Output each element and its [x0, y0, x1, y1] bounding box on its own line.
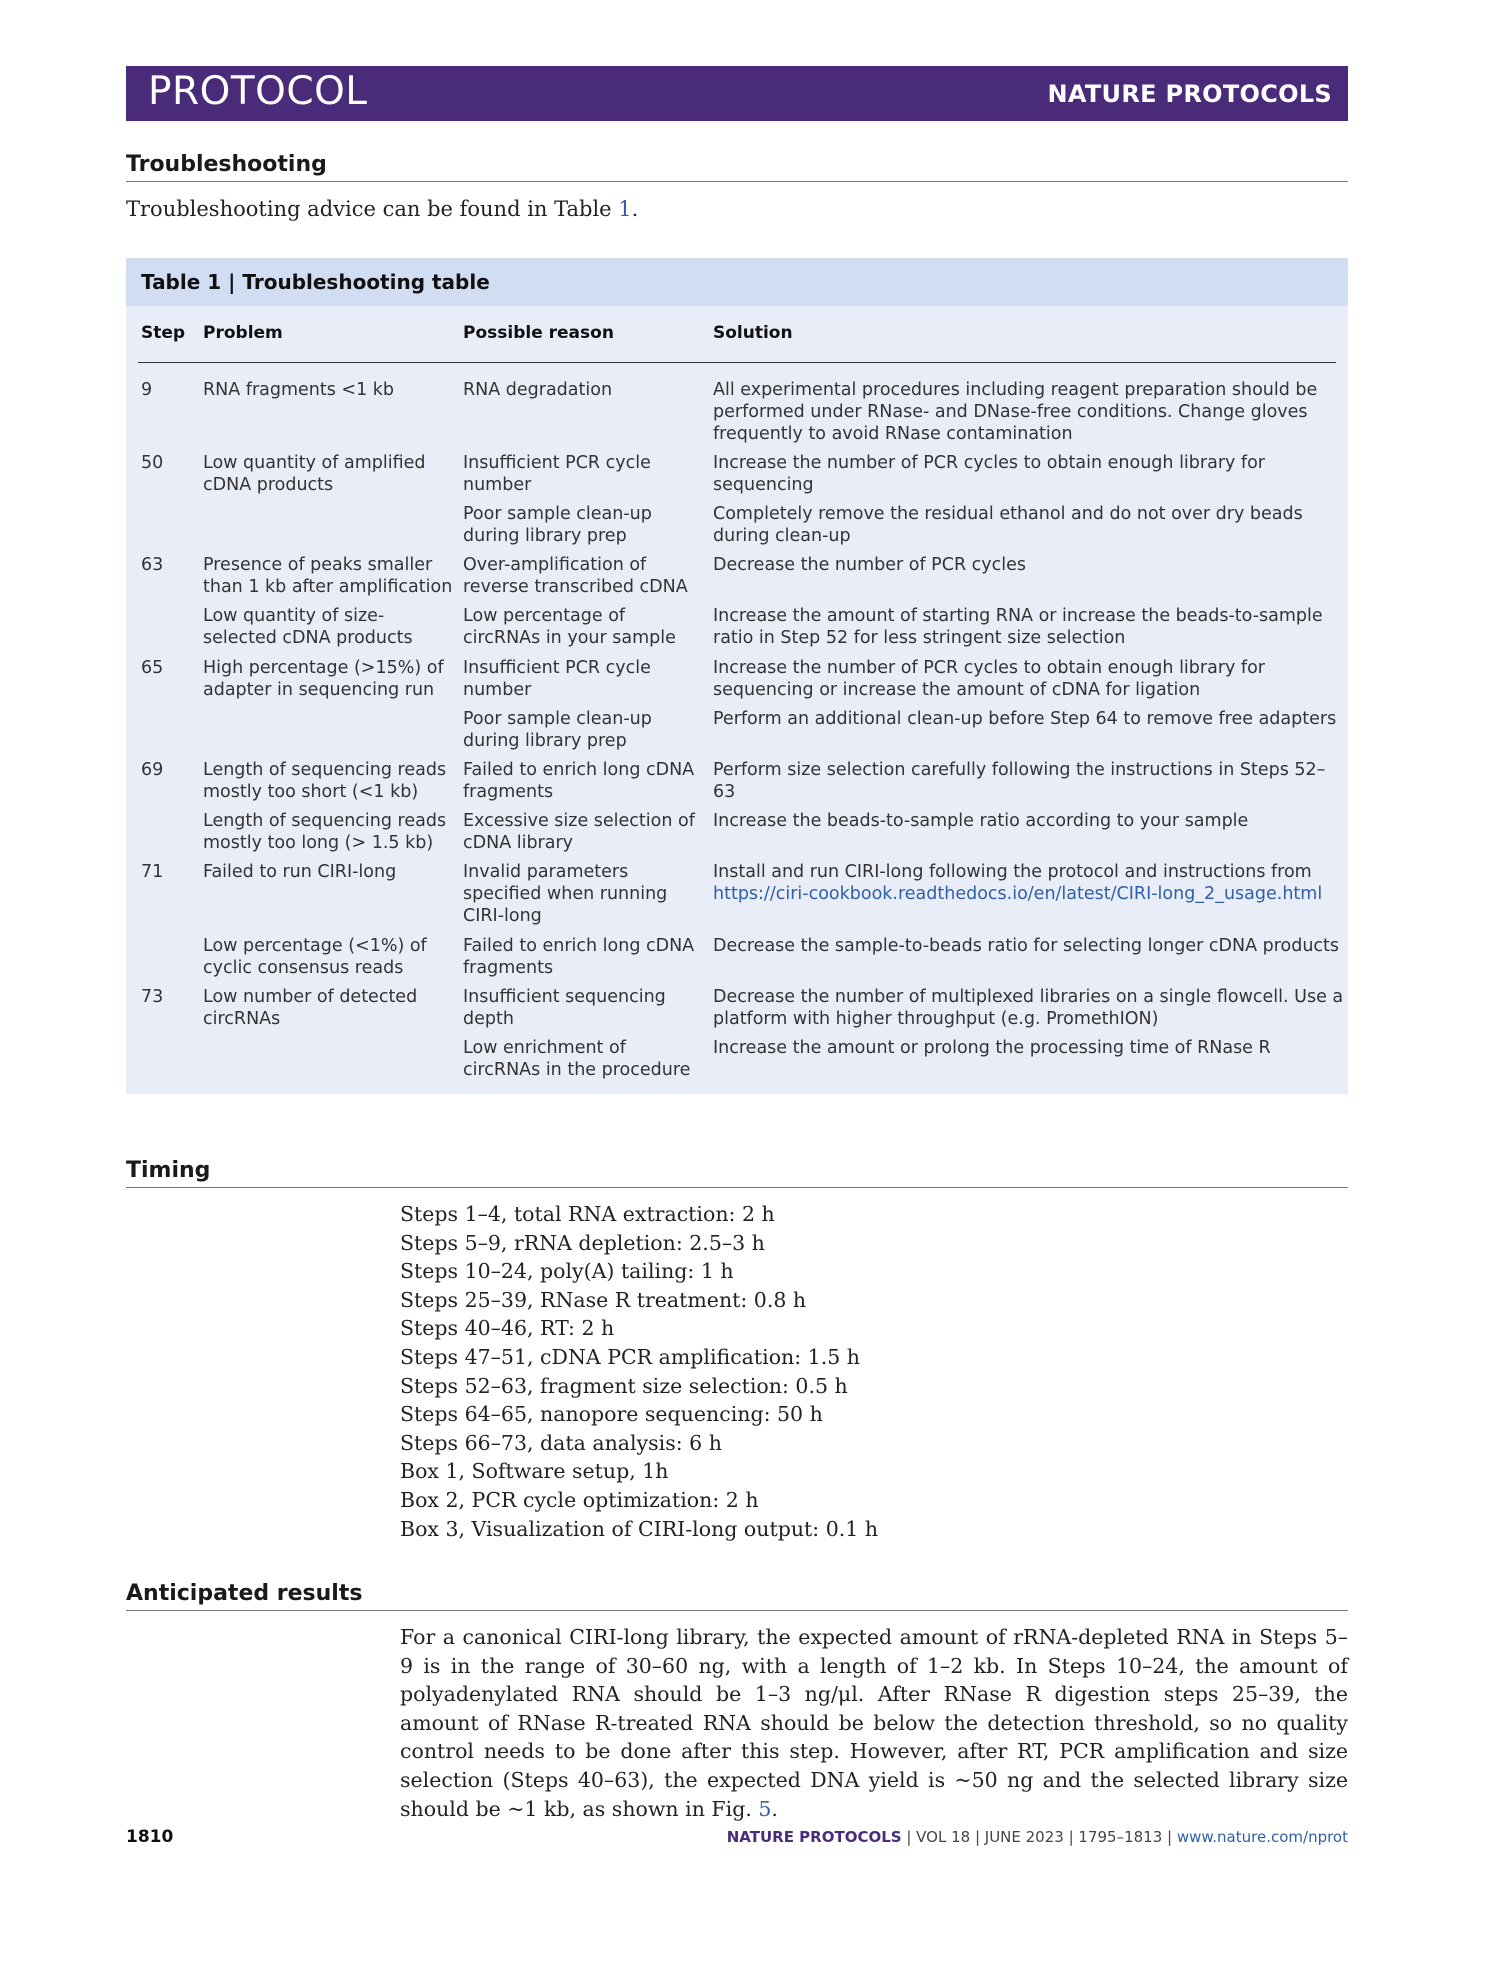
intro-end: . [631, 197, 639, 221]
header-solution: Solution [713, 323, 793, 343]
table-cell-solution: Increase the number of PCR cycles to obtain enough library for sequencing or increase the amount of cDNA for ligation [713, 658, 1265, 700]
table-cell-reason: Failed to enrich long cDNA fragments [463, 760, 695, 802]
timing-item: Steps 25–39, RNase R treatment: 0.8 h [400, 1287, 807, 1312]
table-caption-bar [126, 258, 1348, 306]
timing-item: Steps 1–4, total RNA extraction: 2 h [400, 1202, 775, 1226]
results-text: For a canonical CIRI-long library, the expected amount of rRNA-depleted RNA in Steps 5–9 is in the range of 30–60 ng, with a length of 1–2 kb. In Steps 10–24, the amount of polyadenylated RNA should be 1–3 ng/μl. After RNase R digestion steps 25–39, the amount of RNase R-treated RNA should be below the detection threshold, so no quality control needs to be done after this step. However, after RT, PCR amplification and size selection (Steps 40–63), the expected DNA yield is ~50 ng and the selected library size should be ~1 kb, as shown in Fig. [400, 1625, 1348, 1821]
footer-volume: | VOL 18 | JUNE 2023 | 1795–1813 | [901, 1828, 1177, 1846]
table-cell-problem: Low quantity of amplified cDNA products [203, 453, 426, 495]
table-cell-step: 71 [141, 862, 164, 882]
page-number: 1810 [126, 1827, 174, 1847]
table-cell-reason: RNA degradation [463, 380, 613, 400]
header-step: Step [141, 323, 186, 343]
header-band [126, 66, 1348, 121]
table-cell-solution: Increase the number of PCR cycles to obtain enough library for sequencing [713, 453, 1265, 495]
table-cell-reason: Failed to enrich long cDNA fragments [463, 936, 695, 978]
table-cell-reason: Insufficient PCR cycle number [463, 658, 651, 700]
table-cell-reason: Insufficient PCR cycle number [463, 453, 651, 495]
table-cell-problem: Low percentage (<1%) of cyclic consensus reads [203, 936, 427, 978]
troubleshooting-intro [126, 197, 638, 221]
table-cell-solution: Decrease the number of PCR cycles [713, 555, 1027, 575]
footer-journal-name: NATURE PROTOCOLS [726, 1828, 902, 1846]
table-cell-step: 9 [141, 380, 153, 400]
timing-item: Steps 52–63, fragment size selection: 0.5 h [400, 1373, 848, 1398]
table-cell-reason: Low enrichment of circRNAs in the procedure [463, 1038, 691, 1080]
table-cell-problem: Failed to run CIRI-long [203, 862, 397, 882]
table-cell-solution: Perform an additional clean-up before Step 64 to remove free adapters [713, 709, 1337, 729]
timing-item: Steps 47–51, cDNA PCR amplification: 1.5 h [400, 1344, 860, 1369]
figure-ref-link[interactable]: 5 [758, 1796, 772, 1821]
table-cell-reason: Over-amplification of reverse transcribed cDNA [463, 555, 688, 597]
table-cell-solution: Completely remove the residual ethanol and do not over dry beads during clean-up [713, 504, 1303, 546]
timing-item: Steps 5–9, rRNA depletion: 2.5–3 h [400, 1230, 765, 1255]
intro-text: Troubleshooting advice can be found in Table [126, 197, 619, 221]
timing-item: Steps 66–73, data analysis: 6 h [400, 1430, 722, 1455]
table-cell-reason: Invalid parameters specified when running CIRI-long [463, 862, 668, 926]
table-cell-problem: Length of sequencing reads mostly too short (<1 kb) [203, 760, 447, 802]
table-cell-solution: Decrease the number of multiplexed libraries on a single flowcell. Use a platform with higher throughput (e.g. PromethION) [713, 987, 1344, 1029]
table-cell-step: 63 [141, 555, 164, 575]
table-cell-reason: Low percentage of circRNAs in your sample [463, 606, 676, 648]
header-problem: Problem [203, 323, 283, 343]
journal-name: NATURE PROTOCOLS [1047, 80, 1332, 108]
timing-heading: Timing [126, 1158, 1348, 1188]
table-cell-problem: Length of sequencing reads mostly too long (> 1.5 kb) [203, 811, 447, 853]
table-cell-solution: Perform size selection carefully following the instructions in Steps 52–63 [713, 760, 1326, 802]
table-cell-step: 73 [141, 987, 164, 1007]
table-cell-problem: Low number of detected circRNAs [203, 987, 418, 1029]
table-ref-link[interactable]: 1 [618, 197, 632, 221]
table-caption: Table 1 | Troubleshooting table [141, 270, 490, 294]
table-cell-step: 69 [141, 760, 164, 780]
table-cell-problem: High percentage (>15%) of adapter in sequencing run [203, 658, 444, 700]
timing-item: Box 1, Software setup, 1h [400, 1459, 669, 1484]
timing-item: Box 3, Visualization of CIRI-long output: 0.1 h [400, 1516, 879, 1541]
footer-citation [727, 1828, 1348, 1846]
table-cell-problem: Presence of peaks smaller than 1 kb after amplification [203, 555, 453, 597]
results-end: . [771, 1796, 778, 1821]
table-cell-problem: Low quantity of size-selected cDNA products [203, 606, 413, 648]
troubleshooting-heading: Troubleshooting [126, 152, 1348, 182]
table-cell-step: 65 [141, 658, 164, 678]
timing-item: Steps 40–46, RT: 2 h [400, 1316, 615, 1341]
table-cell-solution [713, 861, 1345, 905]
table-cell-solution: All experimental procedures including reagent preparation should be performed under RNase- and DNase-free conditions. Change gloves frequently to avoid RNase contamination [713, 380, 1318, 444]
table-cell-reason: Poor sample clean-up during library prep [463, 709, 652, 751]
table-cell-solution: Increase the amount of starting RNA or increase the beads-to-sample ratio in Step 52 for less stringent size selection [713, 606, 1323, 648]
table-cell-reason: Excessive size selection of cDNA library [463, 811, 695, 853]
timing-item: Steps 64–65, nanopore sequencing: 50 h [400, 1402, 823, 1427]
table-cell-solution: Increase the beads-to-sample ratio according to your sample [713, 811, 1249, 831]
results-paragraph [400, 1623, 1348, 1823]
header-reason: Possible reason [463, 323, 614, 343]
timing-item: Box 2, PCR cycle optimization: 2 h [400, 1487, 759, 1512]
journal-url-link[interactable]: www.nature.com/nprot [1176, 1828, 1348, 1846]
table-cell-step: 50 [141, 453, 164, 473]
table-cell-reason: Poor sample clean-up during library prep [463, 504, 652, 546]
results-heading: Anticipated results [126, 1581, 1348, 1611]
table-cell-solution: Decrease the sample-to-beads ratio for selecting longer cDNA products [713, 936, 1340, 956]
solution-text: Install and run CIRI-long following the protocol and instructions from [713, 862, 1312, 882]
table-cell-solution: Increase the amount or prolong the processing time of RNase R [713, 1038, 1271, 1058]
table-header-rule [138, 362, 1336, 363]
ciri-long-usage-link[interactable]: https://ciri-cookbook.readthedocs.io/en/latest/CIRI-long_2_usage.html [713, 884, 1323, 904]
timing-item: Steps 10–24, poly(A) tailing: 1 h [400, 1259, 734, 1284]
table-cell-problem: RNA fragments <1 kb [203, 380, 395, 400]
table-cell-reason: Insufficient sequencing depth [463, 987, 666, 1029]
section-label: PROTOCOL [148, 69, 368, 114]
timing-list [400, 1200, 878, 1543]
